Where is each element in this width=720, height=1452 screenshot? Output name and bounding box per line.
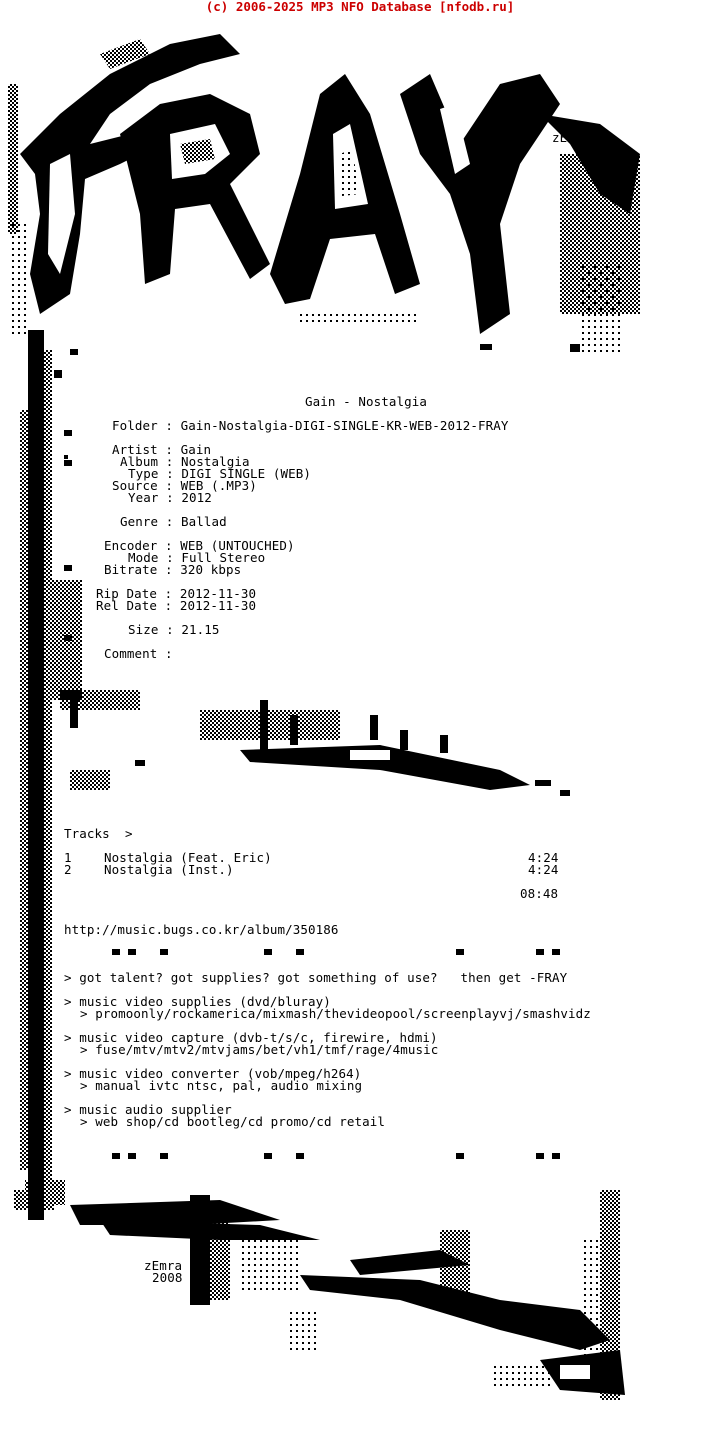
field-value: Ballad <box>181 514 227 529</box>
release-title: Gain - Nostalgia <box>305 394 428 409</box>
ad-line: > got talent? got supplies? got something of use? then get -FRAY <box>64 970 568 985</box>
field-label: Folder <box>112 418 158 433</box>
ad-line: > music video supplies (dvd/bluray) <box>64 994 331 1009</box>
tracks-heading: Tracks > <box>64 826 133 841</box>
track-title: Nostalgia (Feat. Eric) <box>104 850 272 865</box>
field-value: Gain-Nostalgia-DIGI-SINGLE-KR-WEB-2012-FRAY <box>180 418 509 433</box>
field-rip-date: Rip Date : 2012-11-30 <box>96 586 257 601</box>
field-artist: Artist : Gain <box>112 442 212 457</box>
track-number: 2 <box>64 862 72 877</box>
field-value: 2012-11-30 <box>179 598 257 613</box>
field-value: WEB (.MP3) <box>180 478 257 493</box>
field-bitrate: Bitrate : 320 kbps <box>104 562 242 577</box>
field-value: 320 kbps <box>180 562 242 577</box>
tracks-total-time: 08:48 <box>520 886 559 901</box>
field-label: Source <box>112 478 158 493</box>
track-duration: 4:24 <box>528 850 559 865</box>
ad-line: > music audio supplier <box>64 1102 232 1117</box>
field-value: Nostalgia <box>181 454 250 469</box>
footer-year: 2008 <box>152 1270 183 1285</box>
ad-sub-line: > manual ivtc ntsc, pal, audio mixing <box>80 1078 363 1093</box>
footer-swoosh-art <box>20 1180 640 1410</box>
field-year: Year : 2012 <box>128 490 212 505</box>
logo-signature: zEmra <box>552 130 591 145</box>
field-label: Bitrate <box>104 562 158 577</box>
field-size: Size : 21.15 <box>128 622 220 637</box>
field-label: Encoder <box>104 538 158 553</box>
track-duration: 4:24 <box>528 862 559 877</box>
field-label: Rip Date <box>96 586 158 601</box>
field-value: Full Stereo <box>181 550 266 565</box>
field-label: Type <box>128 466 159 481</box>
field-genre: Genre : Ballad <box>120 514 227 529</box>
fray-ascii-logo <box>0 14 650 384</box>
field-label: Artist <box>112 442 158 457</box>
field-label: Size <box>128 622 159 637</box>
footer-signature: zEmra <box>144 1258 183 1273</box>
ad-line: > music video converter (vob/mpeg/h264) <box>64 1066 362 1081</box>
field-label: Comment <box>104 646 158 661</box>
album-link[interactable]: http://music.bugs.co.kr/album/350186 <box>64 922 339 937</box>
ad-line: > music video capture (dvb-t/s/c, firewire, hdmi) <box>64 1030 438 1045</box>
field-mode: Mode : Full Stereo <box>128 550 266 565</box>
field-value: WEB (UNTOUCHED) <box>180 538 295 553</box>
field-encoder: Encoder : WEB (UNTOUCHED) <box>104 538 295 553</box>
field-source: Source : WEB (.MP3) <box>112 478 257 493</box>
divider-art <box>60 690 580 810</box>
field-value: Gain <box>180 442 212 457</box>
field-label: Album <box>120 454 159 469</box>
copyright-banner: (c) 2006-2025 MP3 NFO Database [nfodb.ru] <box>205 0 515 14</box>
field-label: Rel Date <box>96 598 158 613</box>
field-value: 2012-11-30 <box>179 586 257 601</box>
field-value: 2012 <box>181 490 212 505</box>
field-type: Type : DIGI SINGLE (WEB) <box>128 466 312 481</box>
ad-sub-line: > promoonly/rockamerica/mixmash/thevideopool/screenplayvj/smashvidz <box>80 1006 591 1021</box>
field-label: Year <box>128 490 159 505</box>
field-label: Mode <box>128 550 159 565</box>
field-value: DIGI SINGLE (WEB) <box>181 466 312 481</box>
field-rel-date: Rel Date : 2012-11-30 <box>96 598 257 613</box>
field-label: Genre <box>120 514 159 529</box>
field-folder: Folder : Gain-Nostalgia-DIGI-SINGLE-KR-WEB-2012-FRAY <box>112 418 509 433</box>
ad-sub-line: > web shop/cd bootleg/cd promo/cd retail <box>80 1114 386 1129</box>
ad-sub-line: > fuse/mtv/mtv2/mtvjams/bet/vh1/tmf/rage/4music <box>80 1042 439 1057</box>
field-album: Album : Nostalgia <box>120 454 250 469</box>
track-title: Nostalgia (Inst.) <box>104 862 234 877</box>
field-value: 21.15 <box>181 622 220 637</box>
track-number: 1 <box>64 850 72 865</box>
field-comment: Comment : <box>104 646 181 661</box>
